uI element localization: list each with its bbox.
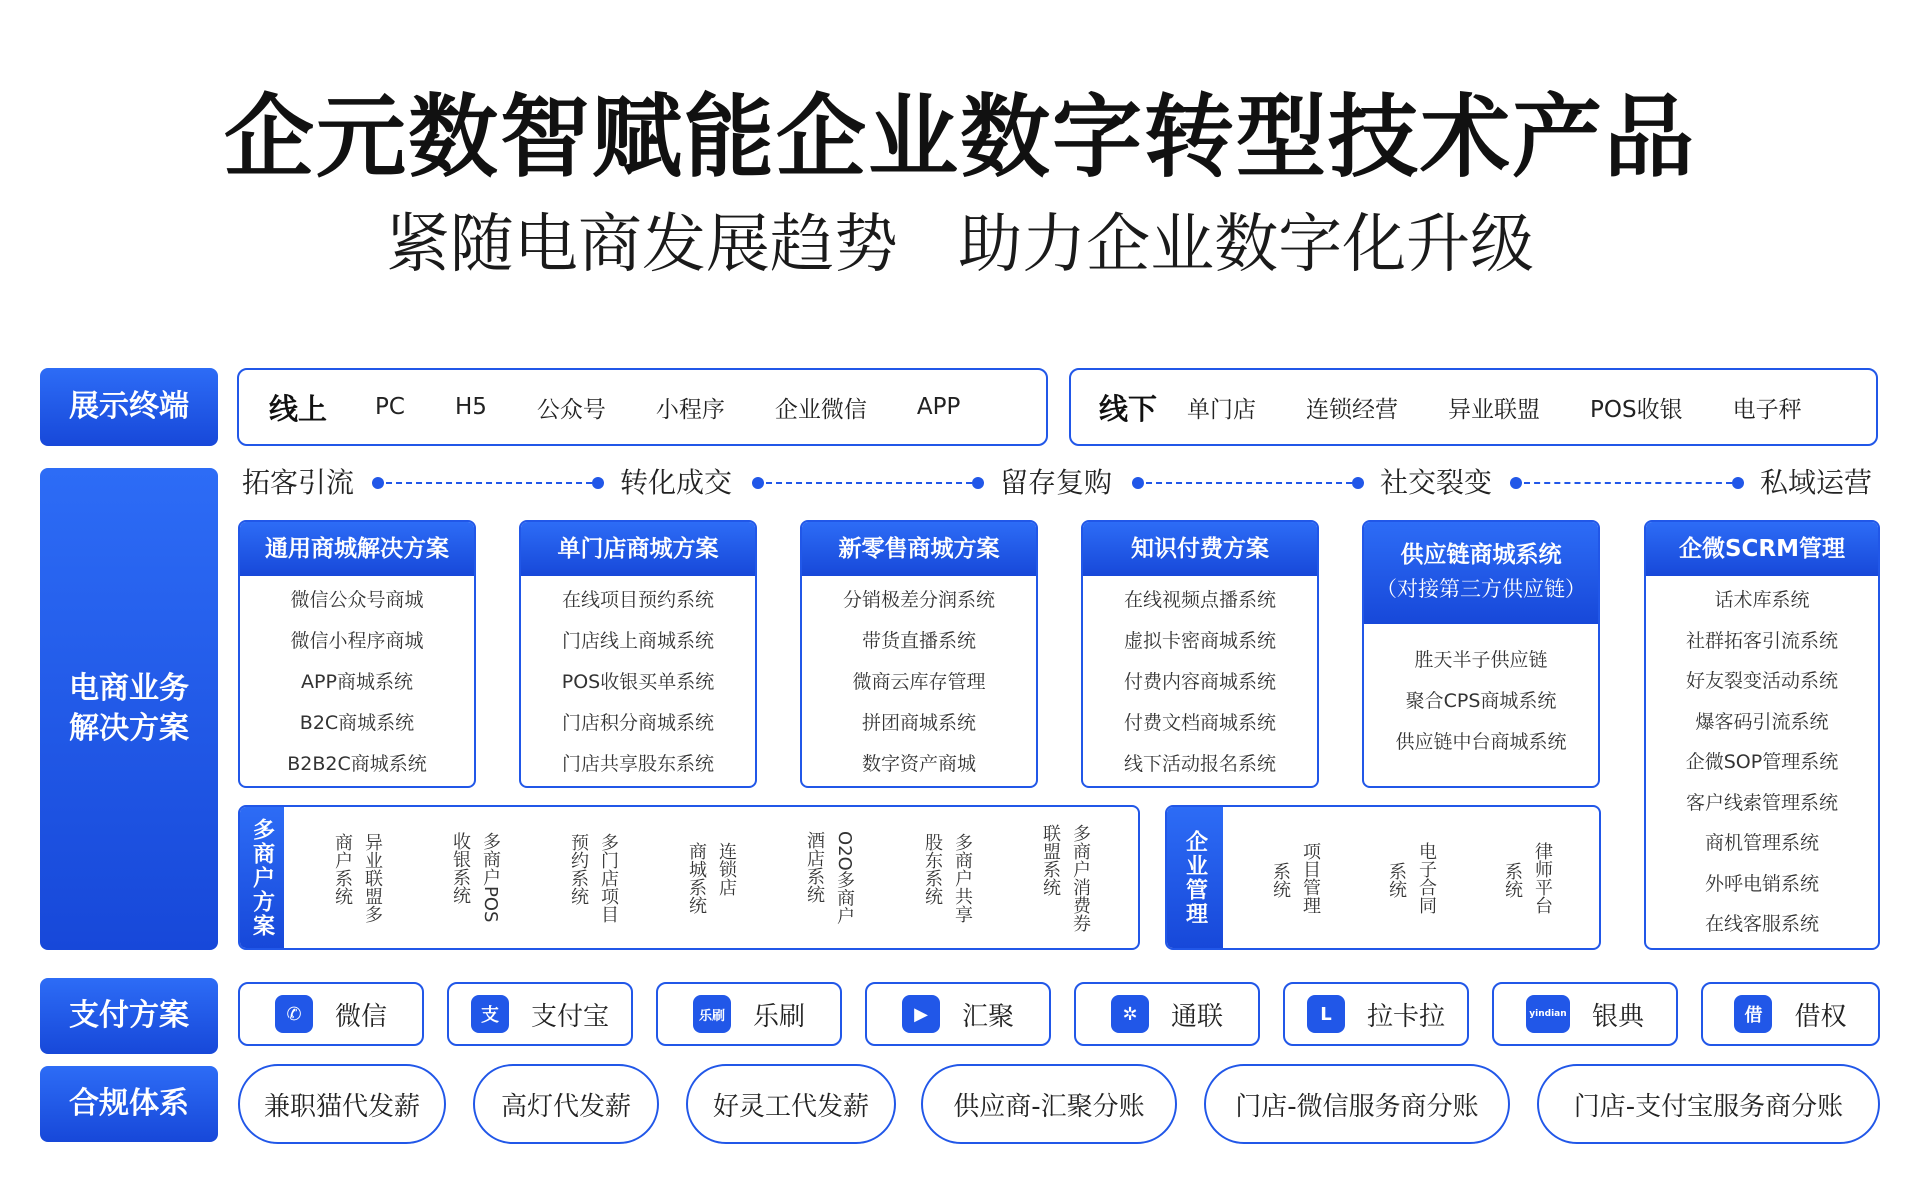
solution-card-list [1364, 624, 1598, 763]
multi-merchant-item-line: 股东系统 [922, 832, 943, 905]
multi-merchant-item [449, 832, 501, 922]
online-item-wecom: 企业微信 [774, 396, 867, 423]
flow-step-2: 转化成交 [620, 466, 733, 499]
enterprise-item-line: 电子合同 [1416, 841, 1437, 914]
solution-card-scrm [1644, 520, 1880, 950]
multi-merchant-item-line: 收银系统 [450, 832, 471, 905]
solution-card-list [240, 576, 474, 785]
payment-jiequan [1701, 982, 1880, 1046]
huiju-icon: ▶ [902, 995, 940, 1033]
enterprise-item-line: 律师平台 [1532, 841, 1553, 914]
online-item-app: APP [916, 394, 961, 420]
payment-label: 汇聚 [961, 1001, 1014, 1032]
multi-merchant-item [1039, 824, 1091, 932]
list-item: 在线视频点播系统 [1123, 589, 1276, 611]
list-item: 好友裂变活动系统 [1685, 670, 1838, 692]
enterprise-item-line: 项目管理 [1300, 841, 1321, 914]
online-box [237, 368, 1048, 446]
list-item: 微信小程序商城 [290, 630, 424, 652]
flow-dot [972, 477, 984, 489]
section-label-ecommerce [40, 468, 218, 950]
payment-huiju [865, 982, 1051, 1046]
solution-card-list [1083, 576, 1317, 785]
supply-chain-subtitle: （对接第三方供应链） [1376, 577, 1586, 601]
enterprise-item-line: 系统 [1270, 861, 1291, 898]
online-item-official-account: 公众号 [536, 396, 606, 423]
supply-chain-head [1364, 522, 1598, 624]
multi-merchant-item-line: 异业联盟多 [362, 832, 383, 923]
multi-merchant-item-line: O2O多商户 [834, 830, 855, 925]
lakala-icon: L [1307, 995, 1345, 1033]
offline-title: 线下 [1099, 391, 1158, 426]
flow-dot [372, 477, 384, 489]
list-item: 门店积分商城系统 [561, 712, 714, 734]
multi-merchant-item-line: 商户系统 [332, 832, 353, 905]
multi-merchant-item-line: 多门店项目 [598, 832, 619, 923]
online-item-h5: H5 [454, 394, 487, 420]
payment-label: 乐刷 [752, 1001, 805, 1032]
list-item: B2C商城系统 [299, 712, 415, 734]
payment-alipay [447, 982, 633, 1046]
solution-card-title: 通用商城解决方案 [240, 522, 474, 576]
solution-card-title: 知识付费方案 [1083, 522, 1317, 576]
list-item: 付费内容商城系统 [1123, 671, 1276, 693]
multi-merchant-item-line: 多商户共享 [952, 832, 973, 923]
multi-merchant-items [284, 807, 1138, 948]
solution-card-title: 单门店商城方案 [521, 522, 755, 576]
list-item: 客户线索管理系统 [1685, 791, 1838, 814]
list-item: 线下活动报名系统 [1123, 753, 1276, 775]
payment-label: 通联 [1170, 1001, 1223, 1032]
subtitle-right: 助力企业数字化升级 [958, 208, 1535, 282]
list-item: 门店线上商城系统 [561, 630, 714, 652]
online-item-pc: PC [375, 394, 405, 420]
list-item: POS收银买单系统 [561, 671, 715, 693]
list-item: APP商城系统 [301, 671, 413, 693]
solution-card-general-mall [238, 520, 476, 788]
solution-card-list [802, 576, 1036, 785]
list-item: 分销极差分润系统 [842, 589, 995, 611]
enterprise-item [1269, 842, 1321, 914]
online-item-mini-program: 小程序 [655, 396, 725, 423]
enterprise-item [1385, 842, 1437, 914]
payment-label: 微信 [334, 1001, 387, 1032]
offline-item-scale: 电子秤 [1732, 396, 1802, 423]
compliance-item: 供应商-汇聚分账 [921, 1064, 1177, 1144]
subtitle-left: 紧随电商发展趋势 [385, 208, 898, 282]
page-subtitle [0, 205, 1920, 285]
enterprise-item-line: 系统 [1386, 861, 1407, 898]
multi-merchant-item [921, 833, 973, 923]
flow-step-4: 社交裂变 [1380, 466, 1493, 499]
solution-card-title: 企微SCRM管理 [1646, 522, 1878, 576]
list-item: 聚合CPS商城系统 [1405, 690, 1557, 712]
multi-merchant-title: 多商户方案 [240, 807, 284, 948]
multi-merchant-item-line: 连锁店 [716, 841, 737, 896]
list-item: 社群拓客引流系统 [1685, 629, 1838, 652]
solution-card-knowledge-pay [1081, 520, 1319, 788]
tonglian-icon: ✲ [1111, 995, 1149, 1033]
solution-card-single-store [519, 520, 757, 788]
compliance-item: 好灵工代发薪 [686, 1064, 896, 1144]
multi-merchant-item-line: 联盟系统 [1040, 823, 1061, 896]
list-item: 门店共享股东系统 [561, 753, 714, 775]
list-item: 企微SOP管理系统 [1685, 751, 1839, 773]
solution-card-supply-chain [1362, 520, 1600, 788]
list-item: 在线项目预约系统 [561, 589, 714, 611]
payment-tonglian [1074, 982, 1260, 1046]
payment-lakala [1283, 982, 1469, 1046]
offline-item-chain: 连锁经营 [1306, 396, 1399, 423]
flow-dot [752, 477, 764, 489]
section-label-ecommerce-line2: 解决方案 [69, 711, 189, 746]
section-label-ecommerce-line1: 电商业务 [69, 671, 189, 706]
multi-merchant-item-line: 多商户POS [480, 832, 501, 923]
list-item: 数字资产商城 [861, 753, 976, 775]
solution-card-list [1646, 576, 1878, 945]
payment-label: 银典 [1591, 1001, 1644, 1032]
enterprise-items [1223, 807, 1599, 948]
offline-box [1069, 368, 1878, 446]
payment-leshua [656, 982, 842, 1046]
payment-label: 支付宝 [530, 1001, 609, 1032]
offline-item-single-store: 单门店 [1187, 396, 1257, 423]
page-title: 企元数智赋能企业数字转型技术产品 [224, 85, 1696, 190]
enterprise-item [1501, 842, 1553, 914]
list-item: 微信公众号商城 [290, 589, 424, 611]
list-item: B2B2C商城系统 [287, 753, 427, 775]
flow-line [386, 482, 592, 484]
multi-merchant-item [567, 833, 619, 923]
list-item: 供应链中台商城系统 [1395, 731, 1567, 753]
multi-merchant-item [331, 833, 383, 923]
list-item: 带货直播系统 [861, 630, 976, 652]
multi-merchant-item [685, 842, 737, 914]
section-label-display: 展示终端 [40, 368, 218, 446]
flow-dot [1352, 477, 1364, 489]
flow-dot [1132, 477, 1144, 489]
section-label-compliance: 合规体系 [40, 1066, 218, 1142]
multi-merchant-item [803, 831, 855, 925]
multi-merchant-item-line: 预约系统 [568, 832, 589, 905]
compliance-item: 门店-微信服务商分账 [1204, 1064, 1510, 1144]
solution-card-list [521, 576, 755, 785]
alipay-icon: 支 [471, 995, 509, 1033]
list-item: 虚拟卡密商城系统 [1123, 630, 1276, 652]
supply-chain-title: 供应链商城系统 [1400, 542, 1562, 568]
payment-wechat [238, 982, 424, 1046]
jiequan-icon: 借 [1734, 995, 1772, 1033]
list-item: 微商云库存管理 [852, 671, 986, 693]
list-item: 话术库系统 [1714, 589, 1810, 611]
compliance-item: 门店-支付宝服务商分账 [1537, 1064, 1880, 1144]
compliance-item: 兼职猫代发薪 [238, 1064, 446, 1144]
online-title: 线上 [269, 391, 328, 426]
multi-merchant-item-line: 酒店系统 [804, 830, 825, 903]
flow-line [1146, 482, 1352, 484]
leshua-icon: 乐刷 [693, 995, 731, 1033]
solution-card-new-retail [800, 520, 1038, 788]
yindian-icon: yindian [1526, 995, 1570, 1033]
flow-dot [592, 477, 604, 489]
payment-label: 拉卡拉 [1366, 1001, 1445, 1032]
list-item: 拼团商城系统 [861, 712, 976, 734]
flow-step-3: 留存复购 [1000, 466, 1113, 499]
list-item: 商机管理系统 [1704, 832, 1819, 854]
list-item: 胜天半子供应链 [1414, 649, 1548, 671]
enterprise-box [1165, 805, 1601, 950]
offline-item-pos: POS收银 [1590, 396, 1683, 423]
flow-line [1524, 482, 1732, 484]
list-item: 付费文档商城系统 [1123, 712, 1276, 734]
wechat-icon: ✆ [275, 995, 313, 1033]
flow-dot [1732, 477, 1744, 489]
flow-line [766, 482, 972, 484]
enterprise-item-line: 系统 [1502, 861, 1523, 898]
payment-label: 借权 [1794, 1001, 1847, 1032]
list-item: 外呼电销系统 [1704, 872, 1819, 895]
flow-step-5: 私域运营 [1760, 466, 1873, 499]
multi-merchant-item-line: 多商户消费券 [1070, 823, 1091, 932]
section-label-payment: 支付方案 [40, 978, 218, 1054]
solution-card-title: 新零售商城方案 [802, 522, 1036, 576]
payment-yindian [1492, 982, 1678, 1046]
multi-merchant-item-line: 商城系统 [686, 841, 707, 914]
compliance-item: 高灯代发薪 [473, 1064, 659, 1144]
flow-step-1: 拓客引流 [242, 466, 355, 499]
offline-item-alliance: 异业联盟 [1448, 396, 1541, 423]
multi-merchant-box [238, 805, 1140, 950]
flow-dot [1510, 477, 1522, 489]
list-item: 在线客服系统 [1704, 913, 1819, 935]
list-item: 爆客码引流系统 [1695, 710, 1829, 733]
enterprise-title: 企业管理 [1167, 807, 1223, 948]
